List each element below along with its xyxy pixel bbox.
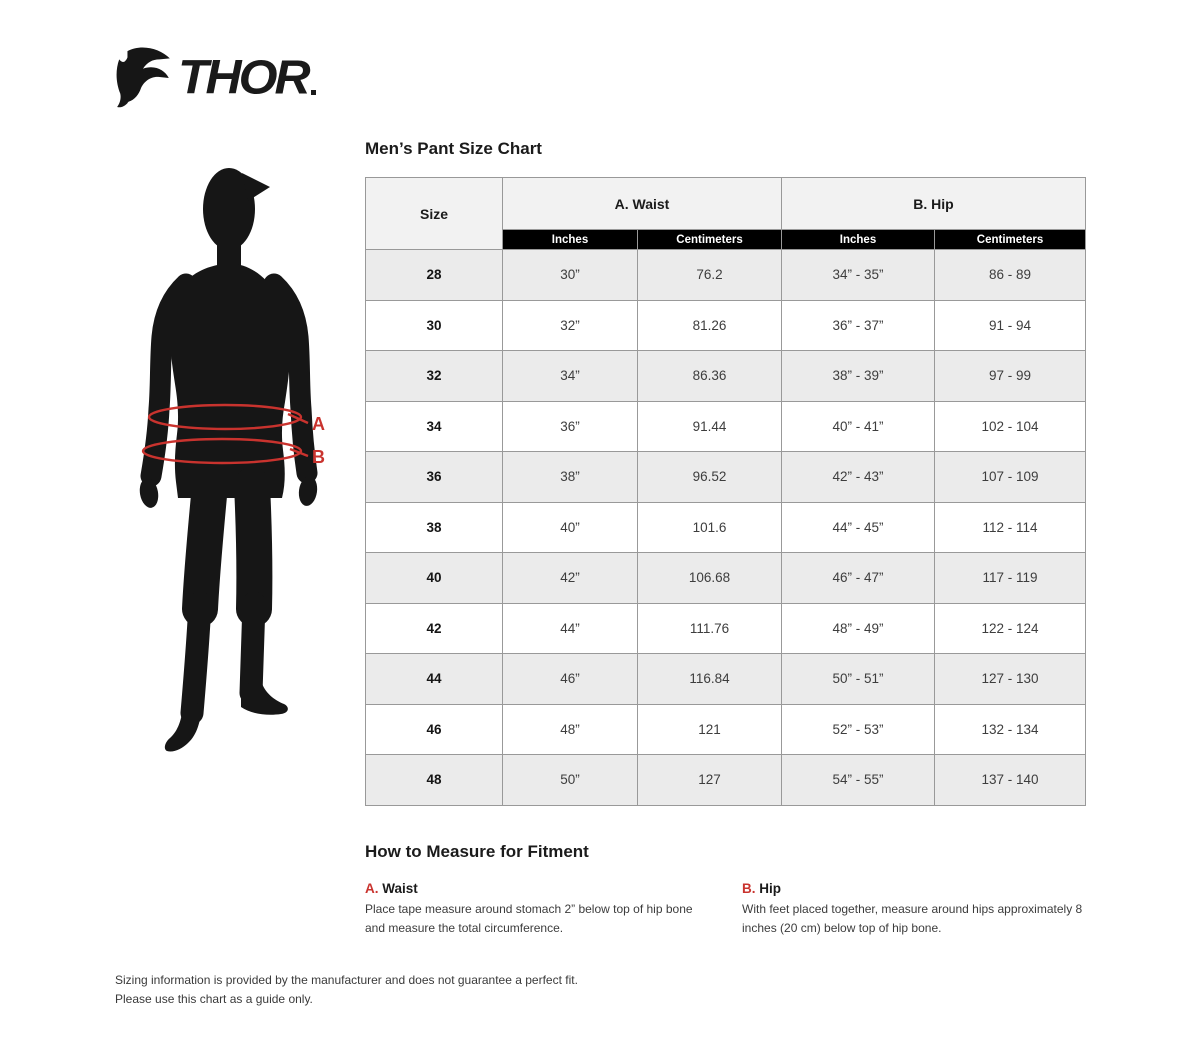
table-row [366,553,1086,604]
cell-size: 42 [366,603,503,654]
cell-waist_cm: 116.84 [638,654,782,705]
table-row [366,755,1086,806]
cell-hip_in: 34” - 35” [782,250,935,301]
cell-hip_cm: 117 - 119 [935,553,1086,604]
waist-group-header: A. Waist [503,178,782,230]
hip-centimeters-header: Centimeters [935,230,1086,250]
cell-hip_cm: 127 - 130 [935,654,1086,705]
cell-waist_in: 44” [503,603,638,654]
cell-waist_in: 34” [503,351,638,402]
cell-waist_in: 42” [503,553,638,604]
group-header-row [366,178,1086,230]
cell-hip_in: 44” - 45” [782,502,935,553]
cell-waist_cm: 111.76 [638,603,782,654]
size-chart-section [365,139,1085,806]
waist-label-text: Waist [378,881,418,896]
cell-hip_cm: 132 - 134 [935,704,1086,755]
brand-name: THOR [178,50,308,104]
cell-hip_in: 38” - 39” [782,351,935,402]
cell-hip_in: 40” - 41” [782,401,935,452]
cell-size: 38 [366,502,503,553]
cell-hip_in: 42” - 43” [782,452,935,503]
table-row [366,250,1086,301]
disclaimer-line-2: Please use this chart as a guide only. [115,992,313,1007]
cell-size: 44 [366,654,503,705]
waist-instruction-label [365,881,709,896]
hip-instruction-text: With feet placed together, measure around hips approximately 8 inches (20 cm) below top of hip bone. [742,902,1083,935]
table-row [366,452,1086,503]
cell-size: 28 [366,250,503,301]
cell-waist_in: 50” [503,755,638,806]
size-chart-table [365,177,1086,806]
cell-waist_in: 40” [503,502,638,553]
size-chart-title: Men’s Pant Size Chart [365,139,542,158]
cell-hip_in: 50” - 51” [782,654,935,705]
cell-hip_cm: 137 - 140 [935,755,1086,806]
cell-size: 40 [366,553,503,604]
hip-instructions [742,881,1086,937]
cell-waist_cm: 96.52 [638,452,782,503]
cell-size: 32 [366,351,503,402]
waist-label-a: A [312,414,325,434]
cell-waist_cm: 101.6 [638,502,782,553]
hip-letter-prefix: B. [742,881,756,896]
table-row [366,603,1086,654]
brand-trademark-dot [311,90,316,95]
cell-hip_cm: 91 - 94 [935,300,1086,351]
cell-waist_in: 30” [503,250,638,301]
cell-waist_in: 36” [503,401,638,452]
cell-hip_cm: 112 - 114 [935,502,1086,553]
cell-waist_in: 48” [503,704,638,755]
cell-hip_cm: 97 - 99 [935,351,1086,402]
cell-hip_cm: 86 - 89 [935,250,1086,301]
how-to-measure-section [365,842,1089,937]
cell-hip_cm: 102 - 104 [935,401,1086,452]
cell-waist_cm: 127 [638,755,782,806]
cell-waist_in: 32” [503,300,638,351]
waist-inches-header: Inches [503,230,638,250]
cell-size: 48 [366,755,503,806]
hip-label-b: B [312,447,325,467]
cell-hip_in: 36” - 37” [782,300,935,351]
cell-waist_cm: 81.26 [638,300,782,351]
cell-size: 36 [366,452,503,503]
waist-instruction-text: Place tape measure around stomach 2” below top of hip bone and measure the total circumference. [365,902,693,935]
table-row [366,654,1086,705]
disclaimer-line-1: Sizing information is provided by the manufacturer and does not guarantee a perfect fit. [115,973,578,987]
cell-hip_in: 52” - 53” [782,704,935,755]
table-row [366,401,1086,452]
cell-waist_cm: 91.44 [638,401,782,452]
measurement-figure [130,163,335,763]
cell-waist_cm: 121 [638,704,782,755]
table-row [366,704,1086,755]
table-row [366,300,1086,351]
hip-group-header: B. Hip [782,178,1086,230]
size-table-body [366,250,1086,806]
size-column-header: Size [366,178,503,250]
table-row [366,502,1086,553]
table-row [366,351,1086,402]
goat-logo-icon [112,46,176,108]
cell-waist_in: 46” [503,654,638,705]
cell-hip_cm: 122 - 124 [935,603,1086,654]
waist-instructions [365,881,709,937]
cell-size: 30 [366,300,503,351]
cell-size: 46 [366,704,503,755]
how-to-measure-title: How to Measure for Fitment [365,842,589,861]
sizing-disclaimer [115,971,578,1009]
brand-logo [112,46,316,108]
cell-waist_cm: 106.68 [638,553,782,604]
cell-hip_cm: 107 - 109 [935,452,1086,503]
waist-centimeters-header: Centimeters [638,230,782,250]
cell-size: 34 [366,401,503,452]
waist-letter-prefix: A. [365,881,379,896]
cell-waist_in: 38” [503,452,638,503]
male-silhouette-graphic [130,163,335,763]
cell-hip_in: 54” - 55” [782,755,935,806]
cell-waist_cm: 76.2 [638,250,782,301]
hip-inches-header: Inches [782,230,935,250]
hip-label-text: Hip [755,881,781,896]
cell-hip_in: 46” - 47” [782,553,935,604]
cell-hip_in: 48” - 49” [782,603,935,654]
cell-waist_cm: 86.36 [638,351,782,402]
hip-instruction-label [742,881,1086,896]
